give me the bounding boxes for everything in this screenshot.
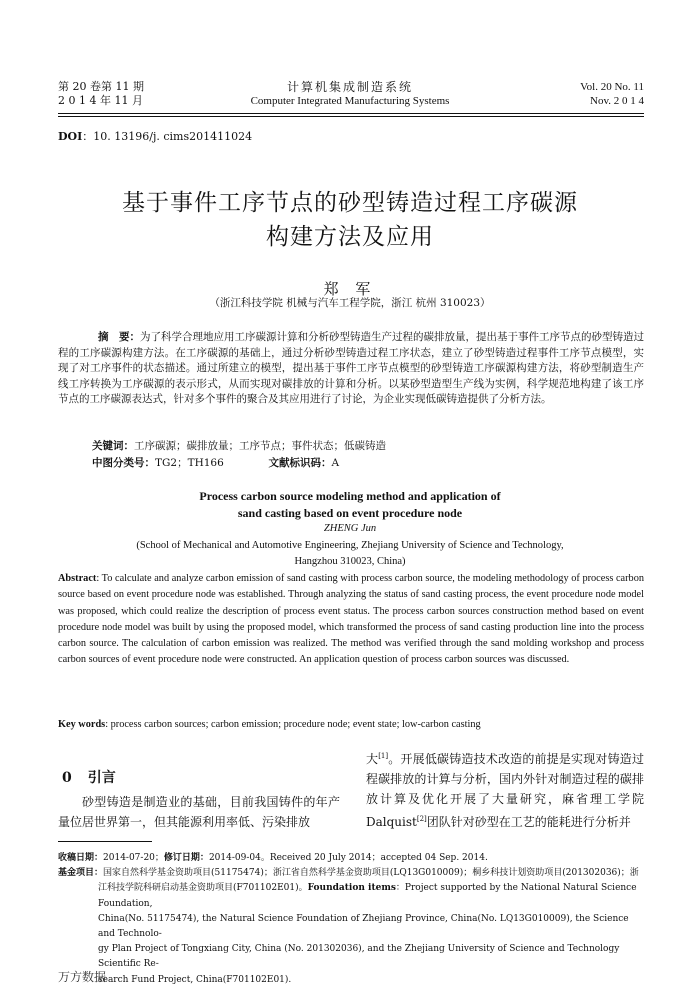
abstract-cn-label: 摘 要： [98,331,140,343]
fund-line1: 国家自然科学基金资助项目(51175474)；浙江省自然科学基金资助项目(LQ13G010009)；桐乡科技计划资助项目(201302036)；浙 [103,868,639,879]
fund-en-label: Foundation items [307,883,396,894]
revised-text: 2014-09-04。Received 20 July 2014；accepted 04 Sep. 2014. [208,853,488,863]
paper-title-en-line1: Process carbon source modeling method and application of [199,489,501,503]
issue-date: 2 0 1 4 年 11 月 [58,94,143,107]
body-column-right [366,746,644,832]
header-rule [58,113,644,114]
abstract-cn-text: 为了科学合理地应用工序碳源计算和分析砂型铸造生产过程的碳排放量，提出基于事件工序节点的砂型铸造过程的工序碳源构建方法。在工序碳源的基础上，通过分析砂型铸造过程工序状态，建立了砂型铸造过程事件工序节点模型，实现了对工序事件的状态描述。通过所建立的模型，提出基于事件工序节点模型的砂型铸造工序碳源构建方法，将砂型制造生产线工序转换为工序碳源的表示形式，从而实现对碳排放的计算和分析。以某砂型造型生产线为实例，科学规范地构建了该工序节点的工序碳源表达式，针对多个事件的聚合及其应用进行了讨论，为企业实现低碳铸造提供了分析方法。 [58,331,644,406]
affiliation-en-line1: (School of Mechanical and Automotive Engineering, Zhejiang University of Science and Technology, [136,540,564,551]
header-rule-thin [58,116,644,117]
volume-issue: 第 20 卷第 11 期 [58,80,144,93]
affiliation-en [0,538,700,570]
paper-title-line2: 构建方法及应用 [266,224,434,250]
keywords-en-label: Key words [58,719,106,730]
doi[interactable] [58,128,252,144]
clc-value: TG2；TH166 [155,457,224,469]
clc-label: 中图分类号： [92,457,155,469]
paper-title [0,186,700,254]
fund-en-line2: ：Project supported by the National Natural Science Foundation, [98,883,637,909]
footnote-rule [58,841,152,842]
body-column-left [58,792,340,832]
footnote-fund-line2 [58,881,644,911]
body-right-part1: 大 [366,752,379,766]
section-number: 0 [62,770,72,786]
citation-2[interactable]: [2] [416,815,427,823]
body-right-part2: 。开展低碳铸造技术改造的前提是实现对铸造过程碳排放的计算与分析，国内外针对制造过程的碳排放计算及优化开展了大量研究，麻省理工学院Dalquist [366,752,644,829]
doc-code-value: A [331,457,340,469]
abstract-en-text: : To calculate and analyze carbon emission of sand casting with process carbon source, the modeling methodology of process carbon source based on event procedure node was established. Through analyzing the status of sand casting process, the event procedure node model was proposed, which could realize the description of process event status. The process carbon sources construction method based on event procedure node model was built by using the proposed model, which transformed the process of sand casting production line into the process carbon source. The calculation of carbon emission was realized. The method was verified through the sand molding workshop and process carbon sources of event procedure node were constructed. An application question of process carbon sources was discussed. [58,573,644,666]
citation-1[interactable]: [1] [378,752,389,760]
abstract-en [58,571,644,669]
revised-label: 修订日期： [163,853,209,863]
paper-title-en-line2: sand casting based on event procedure node [237,506,463,520]
keywords-en [58,719,481,730]
keywords-en-text: : process carbon sources; carbon emission; procedure node; event state; low-carbon casting [105,719,481,730]
fund-line4: gy Plan Project of Tongxiang City, China (No. 201302036), and the Zhejiang University of Science and Technology Scientific Re- [98,944,620,970]
volume-issue-en: Vol. 20 No. 11 [580,81,644,93]
paper-title-line1: 基于事件工序节点的砂型铸造过程工序碳源 [122,190,578,216]
fund-label: 基金项目： [58,868,104,879]
footnote-fund [58,866,644,881]
abstract-cn [58,330,644,408]
issue-date-en: Nov. 2 0 1 4 [590,95,644,107]
author-en: ZHENG Jun [323,523,377,534]
footnote-dates [58,851,644,866]
doi-label: DOI [58,130,83,143]
affiliation-en-line2: Hangzhou 310023, China) [294,556,406,567]
issue-info-en [580,80,644,108]
doi-value: ：10. 13196/j. cims201411024 [82,130,253,143]
fund-line5: search Fund Project, China(F701102E01). [98,974,292,985]
footnotes [58,851,644,988]
paper-title-en [0,488,700,522]
section-heading [62,767,116,787]
affiliation: （浙江科技学院 机械与汽车工程学院，浙江 杭州 310023） [209,297,491,309]
body-right-part3: 团队针对砂型在工艺的能耗进行分析并 [426,815,631,829]
body-left-text: 砂型铸造是制造业的基础，目前我国铸件的年产量位居世界第一，但其能源利用率低、污染排放 [58,795,340,829]
doc-code-label: 文献标识码： [268,457,332,469]
keywords-cn [92,438,386,453]
fund-line3: China(No. 51175474), the Natural Science Foundation of Zhejiang Province, China(No. LQ13G010009), the Science and Technolo- [98,913,629,940]
abstract-en-label: Abstract [58,573,97,584]
keywords-cn-label: 关键词： [92,440,134,452]
received-label: 收稿日期： [58,853,104,863]
journal-name-cn: 计算机集成制造系统 [286,80,413,94]
author: 郑 军 [323,280,377,298]
keywords-cn-text: 工序碳源；碳排放量；工序节点；事件状态；低碳铸造 [134,440,386,452]
fund-line2: 江科技学院科研启动基金资助项目(F701102E01)。 [98,883,308,894]
section-title: 引言 [87,770,116,786]
watermark: 万方数据 [58,970,107,984]
journal-name-en: Computer Integrated Manufacturing Systems [250,95,450,107]
classification-cn [92,455,339,470]
received-text: 2014-07-20； [103,853,164,863]
